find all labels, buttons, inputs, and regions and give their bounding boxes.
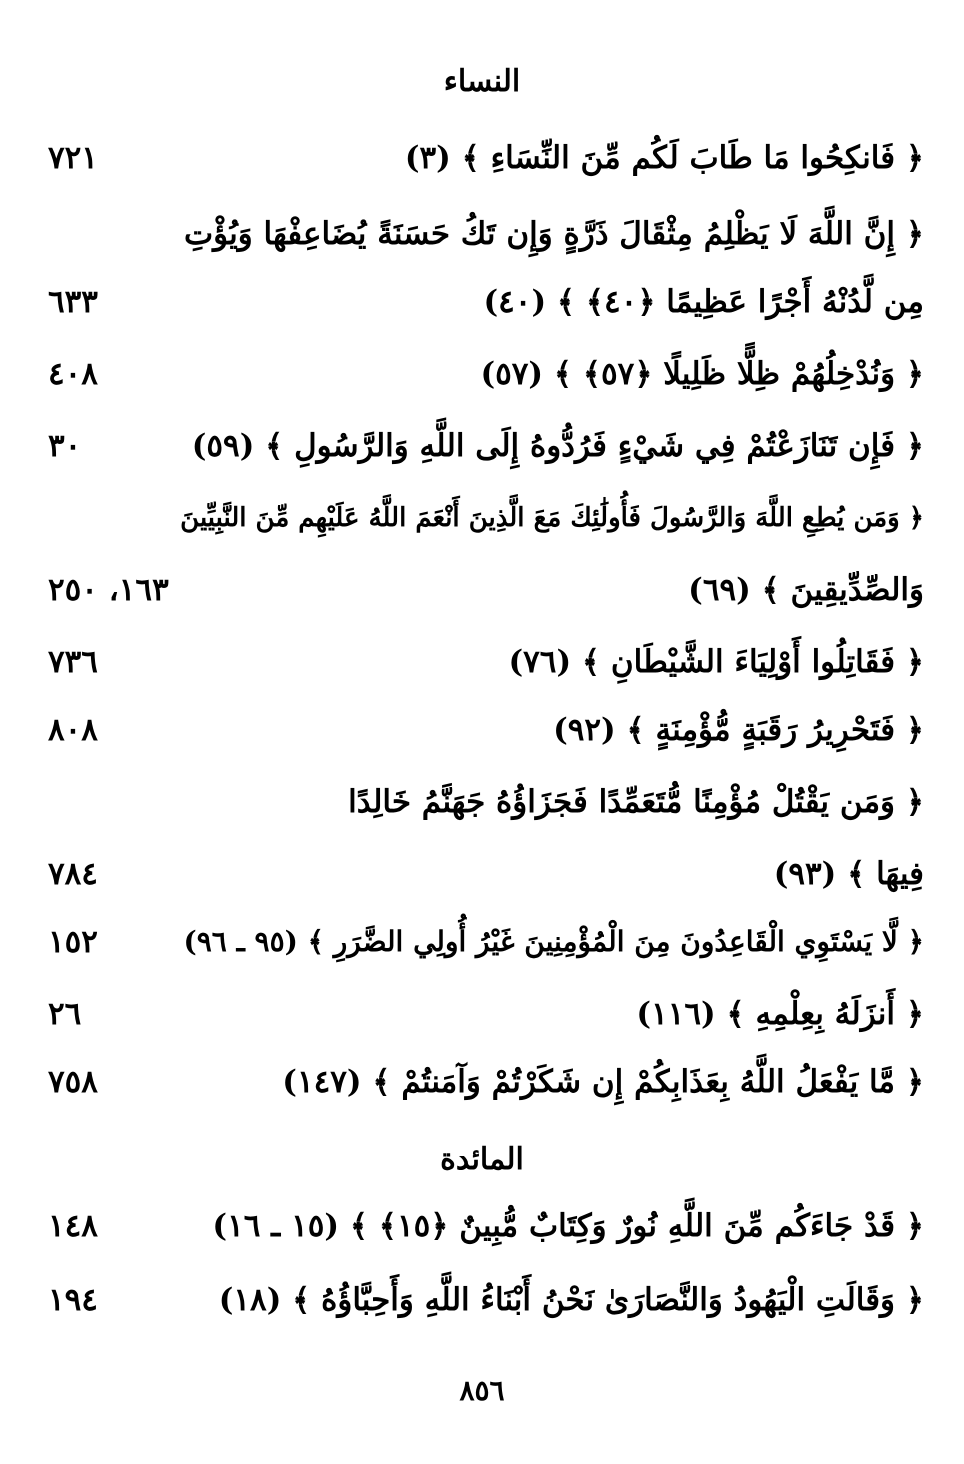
verse-text: ﴿ قَدْ جَاءَكُم مِّنَ اللَّهِ نُورٌ وَكِتَابٌ مُّبِينٌ ﴿١٥﴾ ﴾ (١٥ ـ ١٦) — [212, 1208, 924, 1244]
verse-text: ﴿ إِنَّ اللَّهَ لَا يَظْلِمُ مِثْقَالَ ذَرَّةٍ وَإِن تَكُ حَسَنَةً يُضَاعِفْهَا وَيُؤْتِ — [183, 216, 924, 252]
index-row — [0, 772, 964, 832]
surah-title-al-maidah: المائدة — [440, 1142, 524, 1177]
page-reference: ٦٣٣ — [48, 284, 98, 320]
verse-text: ﴿ أَنزَلَهُ بِعِلْمِهِ ﴾ (١١٦) — [636, 996, 924, 1032]
verse-text: ﴿ وَقَالَتِ الْيَهُودُ وَالنَّصَارَىٰ نَحْنُ أَبْنَاءُ اللَّهِ وَأَحِبَّاؤُهُ ﴾ (١٨) — [218, 1282, 924, 1318]
index-row — [0, 560, 964, 620]
index-row — [0, 204, 964, 264]
index-row — [0, 984, 964, 1044]
index-row — [0, 272, 964, 332]
page-reference: ١٩٤ — [48, 1282, 98, 1318]
index-row — [0, 912, 964, 972]
verse-text: ﴿ وَنُدْخِلُهُمْ ظِلًّا ظَلِيلًا ﴿٥٧﴾ ﴾ (٥٧) — [480, 356, 924, 392]
index-row — [0, 488, 964, 548]
index-row — [0, 632, 964, 692]
page-reference: ٢٦ — [48, 996, 82, 1032]
surah-title-an-nisa: النساء — [443, 64, 521, 99]
verse-text: ﴿ فَإِن تَنَازَعْتُمْ فِي شَيْءٍ فَرُدُّوهُ إِلَى اللَّهِ وَالرَّسُولِ ﴾ (٥٩) — [191, 428, 924, 464]
verse-text: ﴿ فَتَحْرِيرُ رَقَبَةٍ مُّؤْمِنَةٍ ﴾ (٩٢) — [553, 712, 924, 748]
page-reference: ١٤٨ — [48, 1208, 98, 1244]
verse-text: مِن لَّدُنْهُ أَجْرًا عَظِيمًا ﴿٤٠﴾ ﴾ (٤٠) — [483, 284, 924, 320]
page-reference: ١٦٣، ٢٥٠ — [48, 572, 169, 608]
verse-text: وَالصِّدِّيقِينَ ﴾ (٦٩) — [688, 572, 924, 608]
verse-text: فِيهَا ﴾ (٩٣) — [773, 856, 924, 892]
verse-text: ﴿ مَّا يَفْعَلُ اللَّهُ بِعَذَابِكُمْ إِن شَكَرْتُمْ وَآمَنتُمْ ﴾ (١٤٧) — [282, 1064, 924, 1100]
index-row — [0, 128, 964, 188]
page-reference: ٧٨٤ — [48, 856, 98, 892]
index-row — [0, 416, 964, 476]
verse-text: ﴿ فَقَاتِلُوا أَوْلِيَاءَ الشَّيْطَانِ ﴾ (٧٦) — [508, 644, 924, 680]
page-reference: ٨٠٨ — [48, 712, 98, 748]
index-row — [0, 1270, 964, 1330]
index-row — [0, 700, 964, 760]
verse-text: ﴿ وَمَن يَقْتُلْ مُؤْمِنًا مُّتَعَمِّدًا فَجَزَاؤُهُ جَهَنَّمُ خَالِدًا — [348, 784, 924, 820]
page-reference: ٧٢١ — [48, 140, 98, 176]
index-row — [0, 344, 964, 404]
page-number: ٨٥٦ — [459, 1374, 505, 1407]
page-reference: ١٥٢ — [48, 924, 98, 960]
page-reference: ٧٣٦ — [48, 644, 98, 680]
index-row — [0, 1196, 964, 1256]
page-reference: ٧٥٨ — [48, 1064, 98, 1100]
index-row — [0, 1052, 964, 1112]
page-reference: ٤٠٨ — [48, 356, 98, 392]
index-row — [0, 844, 964, 904]
verse-text: ﴿ وَمَن يُطِعِ اللَّهَ وَالرَّسُولَ فَأُولَٰئِكَ مَعَ الَّذِينَ أَنْعَمَ اللَّهُ عَلَيْهِم مِّنَ النَّبِيِّينَ — [180, 503, 924, 533]
verse-text: ﴿ فَانكِحُوا مَا طَابَ لَكُم مِّنَ النِّسَاءِ ﴾ (٣) — [404, 140, 924, 176]
page-reference: ٣٠ — [48, 428, 82, 464]
verse-text: ﴿ لَّا يَسْتَوِي الْقَاعِدُونَ مِنَ الْمُؤْمِنِينَ غَيْرُ أُولِي الضَّرَرِ ﴾ (٩٥ ـ ٩٦) — [183, 925, 924, 958]
